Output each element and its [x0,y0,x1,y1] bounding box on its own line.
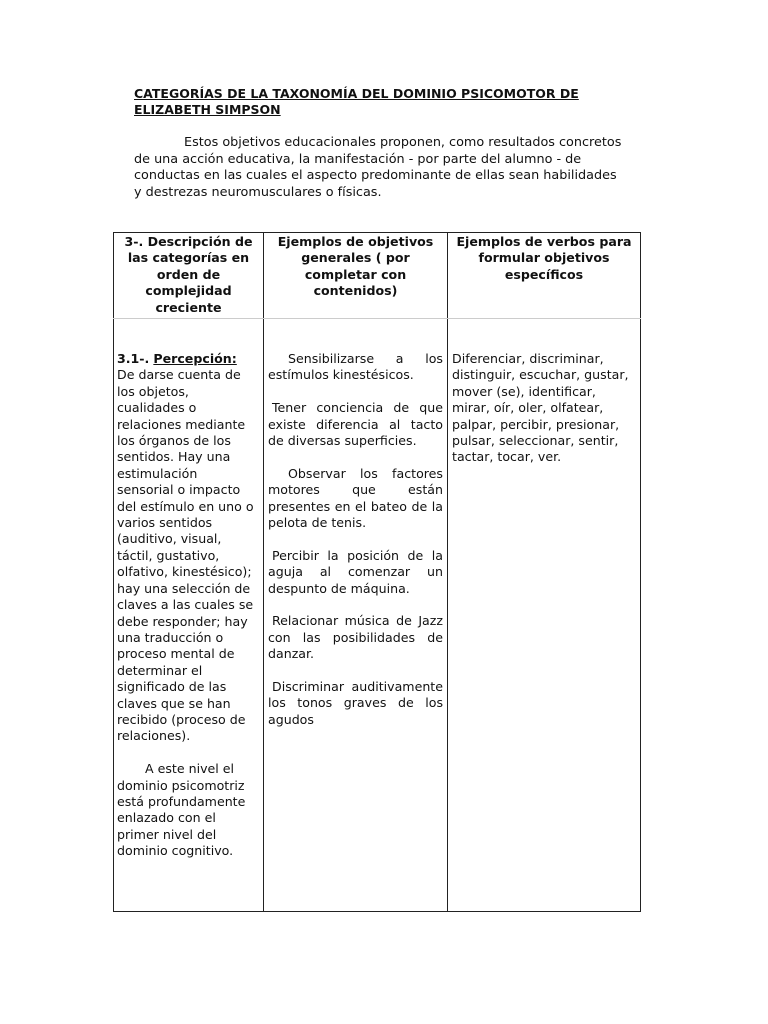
objectives-cell [264,319,448,912]
category-text: De darse cuenta de los objetos, cualidades o relaciones mediante los órganos de los sentidos. Hay una estimulación sensorial o impacto del estímulo en uno o varios sentidos (auditivo, visual, táctil, gustativo, olfativo, kinestésico); hay una selección de claves a las cuales se debe responder; hay una traducción o proceso mental de determinar el significado de las claves que se han recibido (proceso de relaciones). [117,367,254,744]
verbs-cell [448,319,641,912]
category-description-cell [114,319,264,912]
header-description: 3-. Descripción de las categorías en orden de complejidad creciente [114,233,264,319]
header-objectives: Ejemplos de objetivos generales ( por completar con contenidos) [264,233,448,319]
objective-item: Percibir la posición de la aguja al comenzar un despunto de máquina. [268,547,443,596]
taxonomy-table [113,232,641,912]
objective-item: Observar los factores motores que están presentes en el bateo de la pelota de tenis. [268,465,443,531]
category-note: A este nivel el dominio psicomotriz está profundamente enlazado con el primer nivel del dominio cognitivo. [117,761,246,859]
objective-item: Tener conciencia de que existe diferencia al tacto de diversas superficies. [268,400,443,449]
objective-item: Relacionar música de Jazz con las posibilidades de danzar. [268,613,443,662]
table-row [114,319,641,912]
objective-item: Discriminar auditivamente los tonos graves de los agudos [268,679,443,727]
intro-paragraph: Estos objetivos educacionales proponen, como resultados concretos de una acción educativa, la manifestación - por parte del alumno - de conductas en las cuales el aspecto predominante de ellas sean habilidades y destrezas neuromusculares o físicas. [134,135,622,200]
header-verbs: Ejemplos de verbos para formular objetivos específicos [448,233,641,319]
table-header-row [114,233,641,319]
category-name: Percepción: [153,351,237,366]
category-number: 3.1-. [117,351,150,366]
document-title: CATEGORÍAS DE LA TAXONOMÍA DEL DOMINIO PSICOMOTOR DE ELIZABETH SIMPSON [134,86,579,117]
verbs-list: Diferenciar, discriminar, distinguir, escuchar, gustar, mover (se), identificar, mirar, oír, oler, olfatear, palpar, percibir, presionar, pulsar, seleccionar, sentir, tactar, tocar, ver. [452,351,629,465]
category-description [117,351,257,745]
objective-item: Sensibilizarse a los estímulos kinestésicos. [268,351,443,383]
